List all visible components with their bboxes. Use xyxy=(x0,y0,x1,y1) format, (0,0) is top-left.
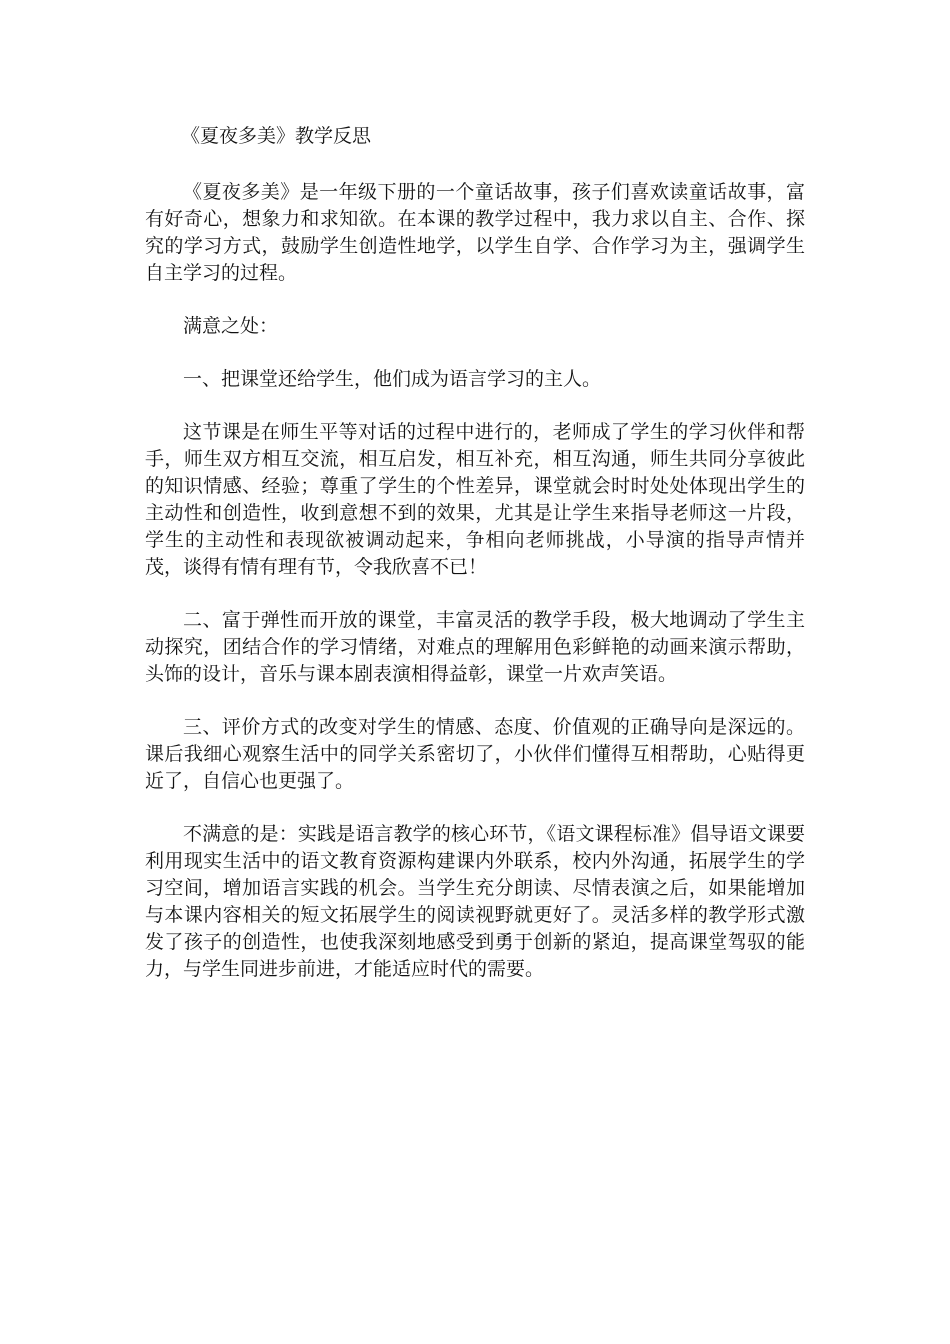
document-body xyxy=(145,120,805,1009)
paragraph-point-two: 二、富于弹性而开放的课堂，丰富灵活的教学手段，极大地调动了学生主动探究，团结合作的学习情绪，对难点的理解用色彩鲜艳的动画来演示帮助，头饰的设计，音乐与课本剧表演相得益彰，课堂一片欢声笑语。 xyxy=(145,609,805,685)
document-title: 《夏夜多美》教学反思 xyxy=(181,125,372,147)
paragraph-satisfied-heading: 满意之处： xyxy=(183,315,279,337)
paragraph-point-one-heading: 一、把课堂还给学生，他们成为语言学习的主人。 xyxy=(183,368,602,390)
paragraph-point-three: 三、评价方式的改变对学生的情感、态度、价值观的正确导向是深远的。课后我细心观察生活中的同学关系密切了，小伙伴们懂得互相帮助，心贴得更近了，自信心也更强了。 xyxy=(145,716,805,792)
paragraph-unsatisfied: 不满意的是：实践是语言教学的核心环节，《语文课程标准》倡导语文课要利用现实生活中的语文教育资源构建课内外联系，校内外沟通，拓展学生的学习空间，增加语言实践的机会。当学生充分朗读、尽情表演之后，如果能增加与本课内容相关的短文拓展学生的阅读视野就更好了。灵活多样的教学形式激发了孩子的创造性，也使我深刻地感受到勇于创新的紧迫，提高课堂驾驭的能力，与学生同进步前进，才能适应时代的需要。 xyxy=(145,823,805,980)
paragraph-point-one-body: 这节课是在师生平等对话的过程中进行的，老师成了学生的学习伙伴和帮手，师生双方相互交流，相互启发，相互补充，相互沟通，师生共同分享彼此的知识情感、经验；尊重了学生的个性差异，课堂就会时时处处体现出学生的主动性和创造性，收到意想不到的效果，尤其是让学生来指导老师这一片段，学生的主动性和表现欲被调动起来，争相向老师挑战，小导演的指导声情并茂，谈得有情有理有节，令我欣喜不已！ xyxy=(145,421,805,578)
paragraph-intro: 《夏夜多美》是一年级下册的一个童话故事，孩子们喜欢读童话故事，富有好奇心，想象力和求知欲。在本课的教学过程中，我力求以自主、合作、探究的学习方式，鼓励学生创造性地学，以学生自学、合作学习为主，强调学生自主学习的过程。 xyxy=(145,181,805,284)
